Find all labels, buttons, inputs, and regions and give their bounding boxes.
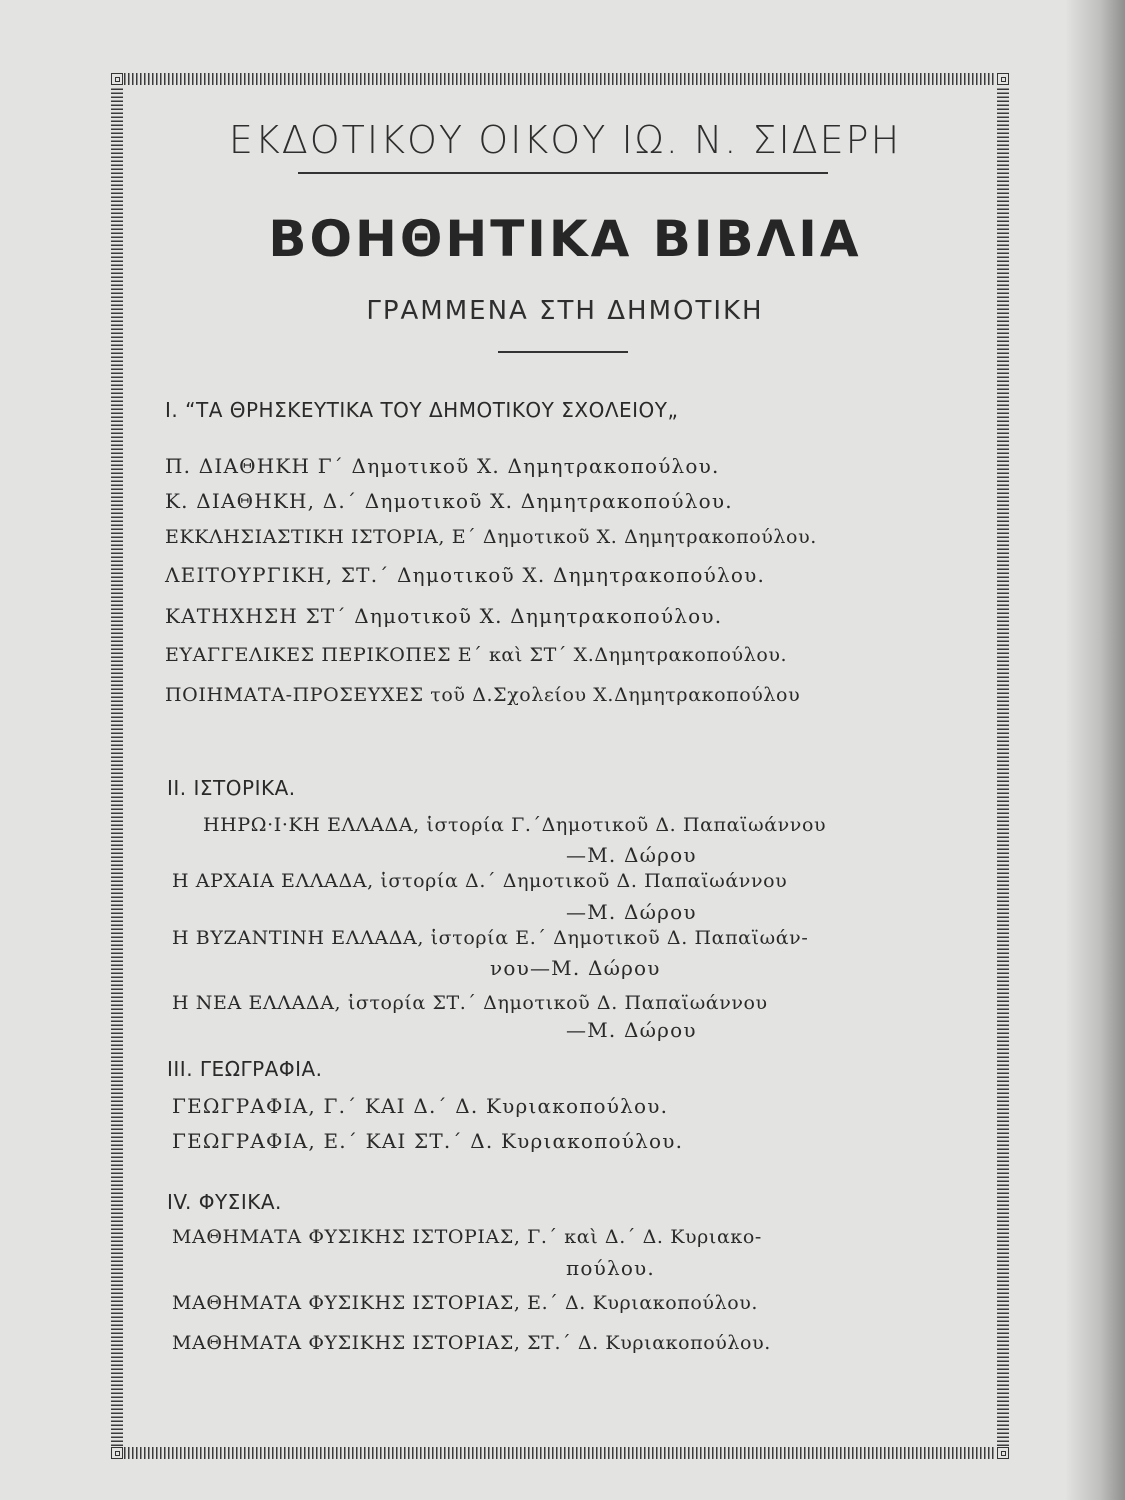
publisher-heading: ΕΚΔΟΤΙΚΟΥ ΟΙΚΟΥ ΙΩ. Ν. ΣΙΔΕΡΗ [228,118,902,162]
section-heading-physics: IV. ΦΥΣΙΚΑ. [167,1190,282,1214]
page-subtitle: ΓΡΑΜΜΕΝΑ ΣΤΗ ΔΗΜΟΤΙΚΗ [366,296,764,326]
list-item: Π. ΔΙΑΘΗΚΗ Γ΄ Δημοτικοῦ Χ. Δημητρακοπούλου. [165,454,720,478]
list-item: ΛΕΙΤΟΥΡΓΙΚΗ, ΣΤ.΄ Δημοτικοῦ Χ. Δημητρακοπούλου. [165,563,766,587]
list-item-continuation: —Μ. Δώρου [566,900,697,924]
list-item: ΓΕΩΓΡΑΦΙΑ, Ε.΄ ΚΑΙ ΣΤ.΄ Δ. Κυριακοπούλου. [172,1129,684,1153]
section-heading-history: II. ΙΣΤΟΡΙΚΑ. [167,776,296,800]
list-item: ΜΑΘΗΜΑΤΑ ΦΥΣΙΚΗΣ ΙΣΤΟΡΙΑΣ, Γ.΄ καὶ Δ.΄ Δ. Κυριακο- [172,1226,762,1248]
list-item-continuation: νου—Μ. Δώρου [490,956,661,980]
corner-ornament-icon [997,73,1009,85]
decorative-border [110,72,1010,1460]
section-heading-religious: I. “ΤΑ ΘΡΗΣΚΕΥΤΙΚΑ ΤΟΥ ΔΗΜΟΤΙΚΟΥ ΣΧΟΛΕΙΟΥ„ [165,398,679,422]
list-item: Η ΝΕΑ ΕΛΛΑΔΑ, ἱστορία ΣΤ.΄ Δημοτικοῦ Δ. Παπαϊωάννου [172,992,768,1014]
list-item: ΜΑΘΗΜΑΤΑ ΦΥΣΙΚΗΣ ΙΣΤΟΡΙΑΣ, Ε.΄ Δ. Κυριακοπούλου. [172,1292,759,1314]
section-heading-geography: III. ΓΕΩΓΡΑΦΙΑ. [167,1057,323,1081]
border-bottom [124,1447,996,1459]
list-item: ΕΥΑΓΓΕΛΙΚΕΣ ΠΕΡΙΚΟΠΕΣ Ε΄ καὶ ΣΤ΄ Χ.Δημητρακοπούλου. [165,644,788,666]
list-item: ΚΑΤΗΧΗΣΗ ΣΤ΄ Δημοτικοῦ Χ. Δημητρακοπούλου. [165,604,723,628]
page-edge-shadow [1065,0,1125,1500]
corner-ornament-icon [111,73,123,85]
border-top [124,73,996,85]
list-item-continuation: —Μ. Δώρου [566,1018,697,1042]
divider [498,351,628,353]
list-item: Η ΒΥΖΑΝΤΙΝΗ ΕΛΛΑΔΑ, ἱστορία Ε.΄ Δημοτικοῦ Δ. Παπαϊωάν- [172,927,809,949]
list-item: ΕΚΚΛΗΣΙΑΣΤΙΚΗ ΙΣΤΟΡΙΑ, Ε΄ Δημοτικοῦ Χ. Δημητρακοπούλου. [165,526,817,548]
list-item-continuation: πούλου. [566,1256,655,1280]
list-item: ΗΗΡΩ·Ι·ΚΗ ΕΛΛΑΔΑ, ἱστορία Γ.΄Δημοτικοῦ Δ. Παπαϊωάννου [203,814,827,836]
corner-ornament-icon [997,1447,1009,1459]
list-item-continuation: —Μ. Δώρου [566,843,697,867]
border-right [997,86,1009,1446]
list-item: Κ. ΔΙΑΘΗΚΗ, Δ.΄ Δημοτικοῦ Χ. Δημητρακοπούλου. [165,489,733,513]
divider [298,172,828,174]
list-item: Η ΑΡΧΑΙΑ ΕΛΛΑΔΑ, ἱστορία Δ.΄ Δημοτικοῦ Δ. Παπαϊωάννου [172,870,788,892]
page-title: ΒΟΗΘΗΤΙΚΑ ΒΙΒΛΙΑ [268,210,862,268]
list-item: ΜΑΘΗΜΑΤΑ ΦΥΣΙΚΗΣ ΙΣΤΟΡΙΑΣ, ΣΤ.΄ Δ. Κυριακοπούλου. [172,1332,771,1354]
corner-ornament-icon [111,1447,123,1459]
list-item: ΠΟΙΗΜΑΤΑ-ΠΡΟΣΕΥΧΕΣ τοῦ Δ.Σχολείου Χ.Δημητρακοπούλου [165,684,801,706]
border-left [111,86,123,1446]
list-item: ΓΕΩΓΡΑΦΙΑ, Γ.΄ ΚΑΙ Δ.΄ Δ. Κυριακοπούλου. [172,1094,669,1118]
